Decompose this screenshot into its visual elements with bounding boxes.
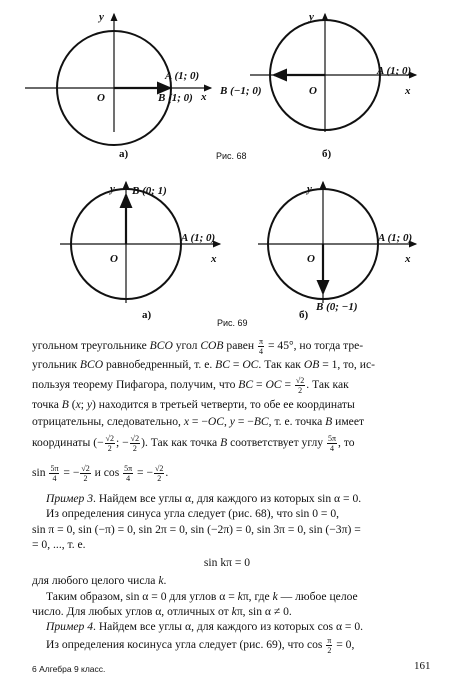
fig69a [60,182,220,321]
text-line-2: угольник BCO равнобедренный, т. е. BC = OC. Так как OB = 1, то, ис- [32,358,375,371]
figures-area [0,0,454,330]
text-line-9: Из определения синуса угла следует (рис. 68), что sin 0 = 0, [46,507,340,520]
subfigure-label: б) [299,309,309,321]
footer-note: 6 Алгебра 9 класс. [32,664,106,674]
text-line-15: число. Для любых углов α, отличных от kπ, sin α ≠ 0. [32,605,292,618]
point-b-label: B (−1; 0) [220,85,262,97]
text-line-11: = 0, ..., т. е. [32,538,86,551]
x-label: x [211,253,217,265]
text-line-13: для любого целого числа k. [32,574,167,587]
subfigure-label: а) [119,148,129,160]
point-b-label: B (0; 1) [132,185,167,197]
figure-caption-69: Рис. 69 [217,318,248,328]
x-label: x [405,253,411,265]
example-4-heading: Пример 4. Найдем все углы α, для каждого из которых cos α = 0. [46,620,364,633]
text-line-5: отрицательны, следовательно, x = −OC, y = −BC, т. е. точка B имеет [32,415,365,428]
fig68a [25,11,211,160]
x-label: x [201,91,207,103]
y-label: y [99,11,104,23]
subfigure-label: б) [322,148,332,160]
y-label: y [309,11,314,23]
text-line-14: Таким образом, sin α = 0 для углов α = kπ, где k — любое целое [46,590,358,603]
fraction-pi-over-4: $\frac{\pi}{4}$ [259,337,264,356]
fraction-pi-over-2: $\frac{\pi}{2}$ [327,636,332,655]
example-3-heading: Пример 3. Найдем все углы α, для каждого из которых sin α = 0. [46,492,362,505]
fraction-5pi-over-4: $\frac{5\pi}{4}$ [328,434,337,453]
point-b-label: B (1; 0) [158,92,193,104]
text-line-3: пользуя теорему Пифагора, получим, что BC = OC = $\frac{√2}{2}$ . Так как [32,376,349,395]
point-a-label: A (1; 0) [165,70,200,82]
fig68b [219,11,416,160]
point-a-label: A (1; 0) [181,232,216,244]
figure-caption-68: Рис. 68 [216,151,247,161]
text-line-17: Из определения косинуса угла следует (рис. 69), что cos $\frac{\pi}{2}$ = 0, [46,636,355,655]
formula-sin-kpi: sin kπ = 0 [203,556,251,569]
text-line-6: координаты (− $\frac{√2}{2}$ ; − $\frac{√2}{2}$ ). Так как точка B соответствует углу $\frac{5\pi}{4}$ , то [32,434,355,453]
fraction-sqrt2-over-2: $\frac{√2}{2}$ [295,376,305,395]
page-number: 161 [414,660,431,672]
origin-label: O [110,253,118,265]
x-label: x [405,85,411,97]
text-line-4: точка B (x; y) находится в третьей четверти, то обе ее координаты [32,398,355,411]
text-line-10: sin π = 0, sin (−π) = 0, sin 2π = 0, sin (−2π) = 0, sin 3π = 0, sin (−3π) = [32,523,361,536]
text-line-7: sin $\frac{5\pi}{4}$ = − $\frac{√2}{2}$ и cos $\frac{5\pi}{4}$ = − $\frac{√2}{2}$ . [32,464,169,483]
fig69b [258,182,416,321]
y-label: y [307,183,312,195]
point-a-label: A (1; 0) [377,65,412,77]
y-label: y [110,183,115,195]
text-line-1: угольном треугольнике BCO угол COB равен $\frac{\pi}{4}$ = 45°, но тогда тре- [32,337,364,356]
point-a-label: A (1; 0) [378,232,413,244]
origin-label: O [309,85,317,97]
point-b-label: B (0; −1) [316,301,358,313]
subfigure-label: а) [142,309,152,321]
origin-label: O [97,92,105,104]
origin-label: O [307,253,315,265]
